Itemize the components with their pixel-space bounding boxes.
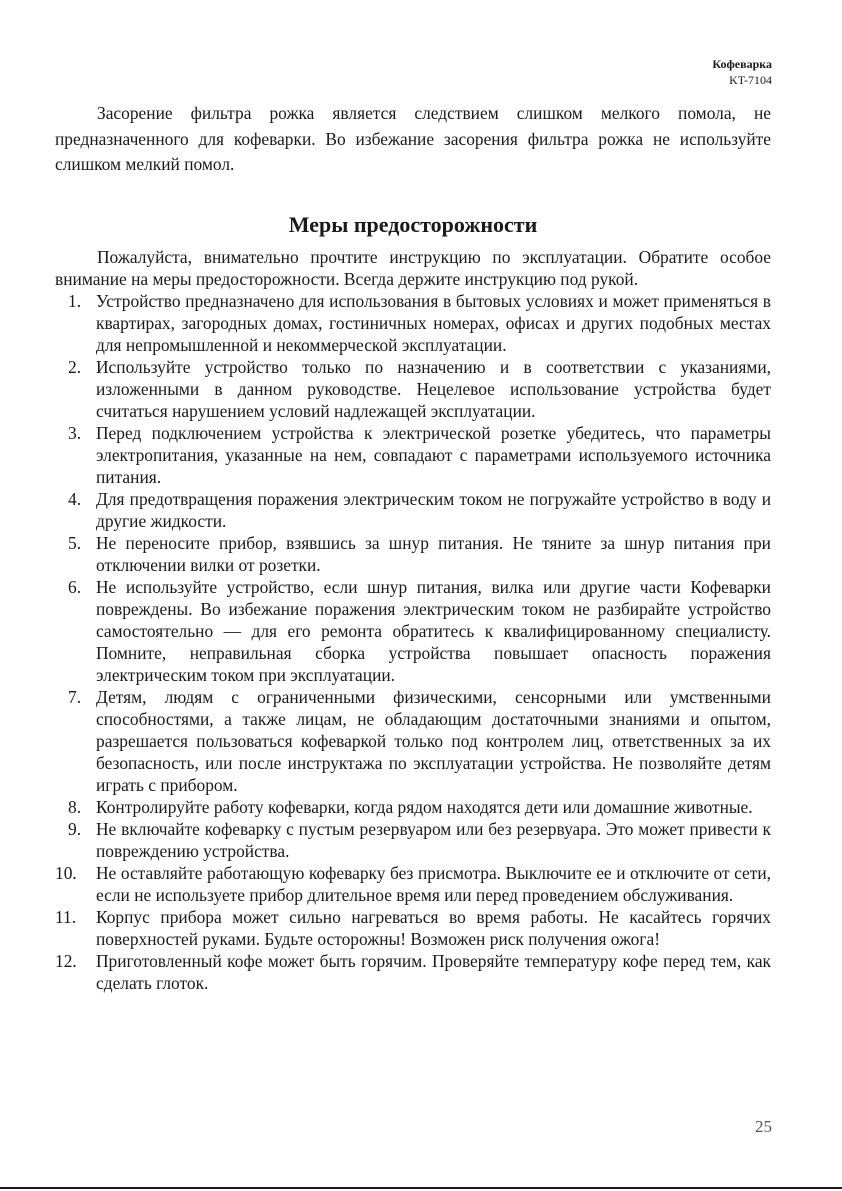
list-item-text: Детям, людям с ограниченными физическими, сенсорными или умственными способностями, а также лицам, не обладающим достаточными знаниями и опытом, разрешается пользоваться кофеваркой только под контролем лиц, ответственных за их безопасность, или после инструктажа по эксплуатации устройства. Не позволяйте детям играть с прибором. <box>96 687 771 795</box>
list-item-text: Не используйте устройство, если шнур питания, вилка или другие части Кофеварки повреждены. Во избежание поражения электрическим током не разбирайте устройство самостоятельно — для его ремонта обратитесь к квалифицированному специалисту. Помните, неправильная сборка устройства повышает опасность поражения электрическим током при эксплуатации. <box>96 577 771 685</box>
list-item-text: Приготовленный кофе может быть горячим. Проверяйте температуру кофе перед тем, как сделать глоток. <box>96 951 771 993</box>
list-item-text: Не включайте кофеварку с пустым резервуаром или без резервуара. Это может привести к повреждению устройства. <box>96 819 771 861</box>
list-item-text: Перед подключением устройства к электрической розетке убедитесь, что параметры электропитания, указанные на нем, совпадают с параметрами используемого источника питания. <box>96 423 771 487</box>
list-item-number: 1. <box>68 291 82 311</box>
product-name: Кофеварка <box>712 57 772 71</box>
list-item <box>55 906 771 950</box>
list-item-text: Не оставляйте работающую кофеварку без присмотра. Выключите ее и отключите от сети, если не используете прибор длительное время или перед проведением обслуживания. <box>96 863 771 905</box>
intro-paragraph: Засорение фильтра рожка является следствием слишком мелкого помола, не предназначенного для кофеварки. Во избежание засорения фильтра рожка не используйте слишком мелкий помол. <box>55 103 771 174</box>
list-item-text: Контролируйте работу кофеварки, когда рядом находятся дети или домашние животные. <box>96 797 753 817</box>
list-item-number: 8. <box>68 797 82 817</box>
list-item-number: 11. <box>55 907 77 927</box>
list-item <box>55 576 771 686</box>
page-number: 25 <box>755 1117 772 1136</box>
list-item-number: 12. <box>55 951 77 971</box>
precautions-list <box>55 290 771 994</box>
list-item-number: 10. <box>55 863 77 883</box>
list-item-text: Корпус прибора может сильно нагреваться во время работы. Не касайтесь горячих поверхностей руками. Будьте осторожны! Возможен риск получения ожога! <box>96 907 771 949</box>
list-item <box>55 422 771 488</box>
list-item <box>55 862 771 906</box>
bottom-divider <box>0 1187 842 1189</box>
section-title: Меры предосторожности <box>288 212 538 237</box>
list-item-text: Устройство предназначено для использования в бытовых условиях и может применяться в квартирах, загородных домах, гостиничных номерах, офисах и других подобных местах для непромышленной и некоммерческой эксплуатации. <box>96 291 771 355</box>
list-item <box>55 356 771 422</box>
list-item-number: 6. <box>68 577 82 597</box>
page-header <box>712 56 772 88</box>
list-item <box>55 686 771 796</box>
list-item <box>55 488 771 532</box>
list-item-text: Используйте устройство только по назначению и в соответствии с указаниями, изложенными в данном руководстве. Нецелевое использование устройства будет считаться нарушением условий надлежащей эксплуатации. <box>96 357 771 421</box>
list-item-number: 4. <box>68 489 82 509</box>
list-item-number: 9. <box>68 819 82 839</box>
list-item <box>55 818 771 862</box>
list-item <box>55 950 771 994</box>
list-item <box>55 532 771 576</box>
list-item-number: 2. <box>68 357 82 377</box>
list-item-text: Не переносите прибор, взявшись за шнур питания. Не тяните за шнур питания при отключении вилки от розетки. <box>96 533 771 575</box>
list-item-text: Для предотвращения поражения электрическим током не погружайте устройство в воду и другие жидкости. <box>96 489 771 531</box>
list-item <box>55 796 771 818</box>
list-item-number: 3. <box>68 423 82 443</box>
list-item-number: 5. <box>68 533 82 553</box>
model-number: KT-7104 <box>729 73 772 87</box>
list-item <box>55 290 771 356</box>
list-item-number: 7. <box>68 687 82 707</box>
lead-paragraph: Пожалуйста, внимательно прочтите инструкцию по эксплуатации. Обратите особое внимание на меры предосторожности. Всегда держите инструкцию под рукой. <box>55 247 771 289</box>
